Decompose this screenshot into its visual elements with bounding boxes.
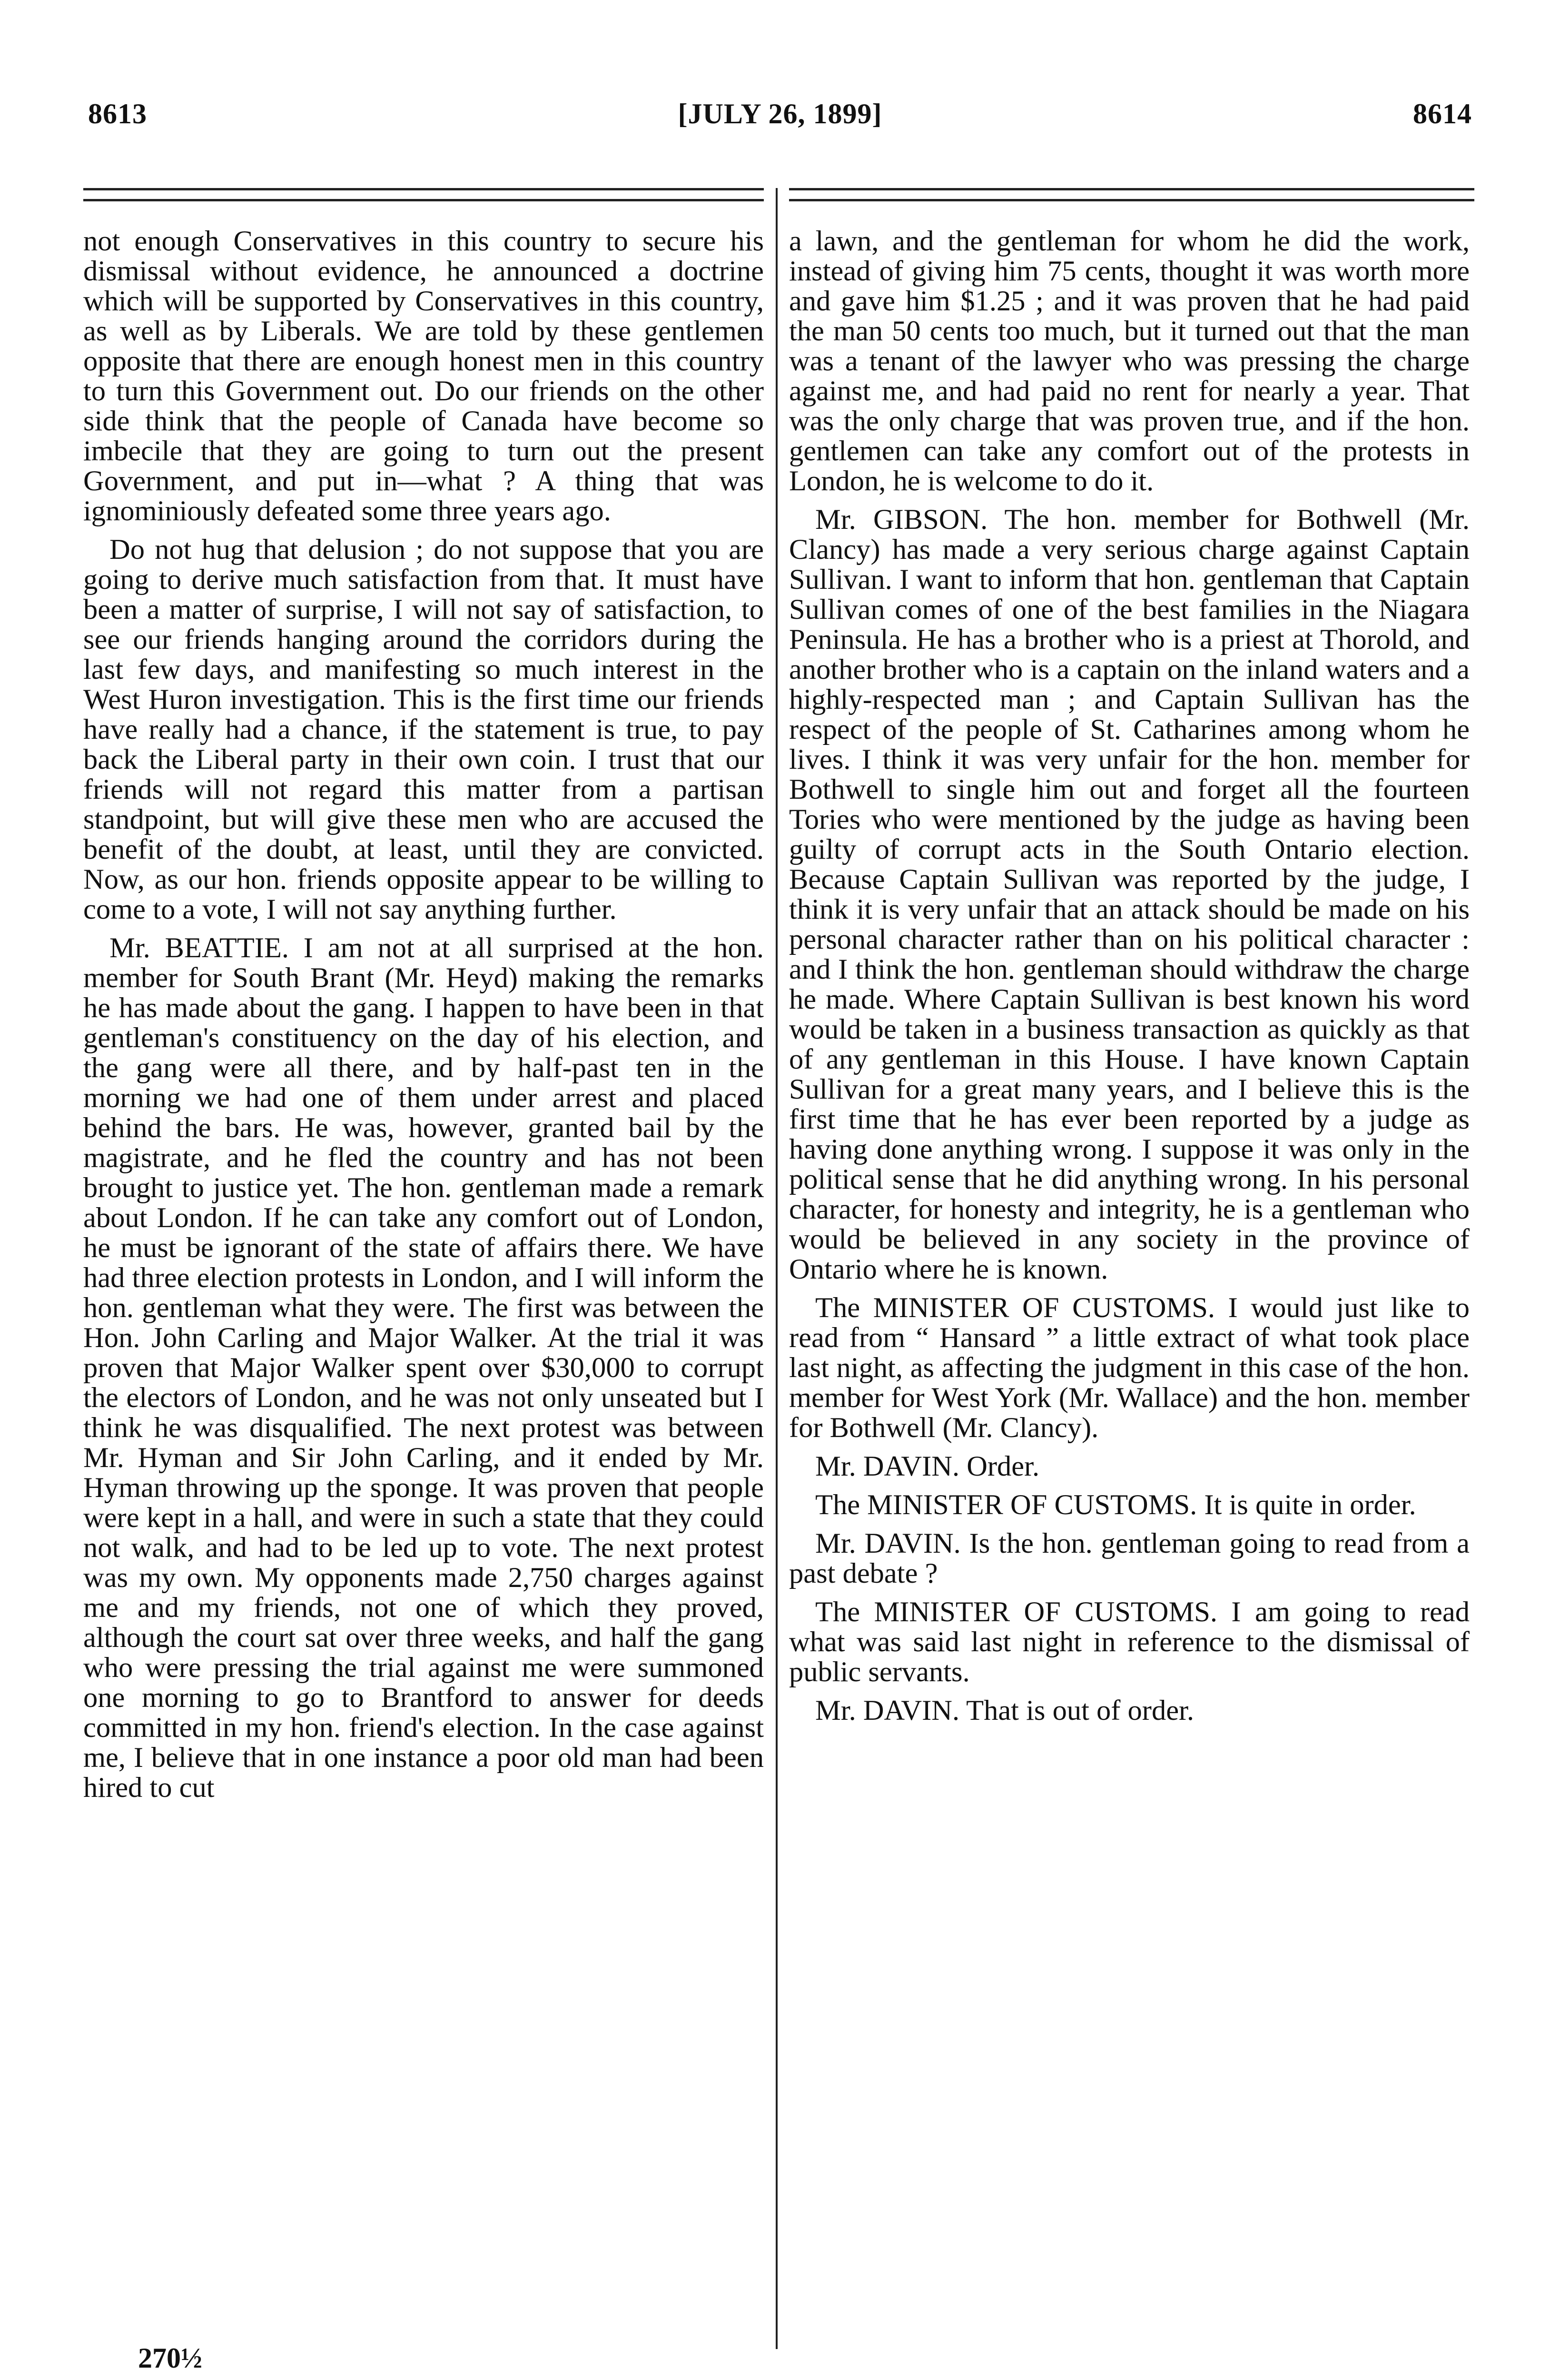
signature-mark: 270½ <box>138 2342 202 2374</box>
header-rule-left-top <box>83 188 764 190</box>
header-rule-right-bottom <box>789 199 1474 201</box>
paragraph: not enough Conservatives in this country to secure his dismissal without evidence, he announced a doctrine which will be supported by Conservatives in this country, as well as by Liberals. We are told by these gentlemen opposite that there are enough honest men in this country to turn this Government out. Do our friends on the other side think that the people of Canada have become so imbecile that they are going to turn out the present Government, and put in—what ? A thing that was ignominiously defeated some three years ago. <box>83 225 764 527</box>
right-column <box>789 226 1470 1734</box>
paragraph-davin: Mr. DAVIN. Is the hon. gentleman going to read from a past debate ? <box>789 1527 1470 1589</box>
page-header <box>81 98 1479 136</box>
paragraph: Do not hug that delusion ; do not suppose that you are going to derive much satisfaction from that. It must have been a matter of surprise, I will not say of satisfaction, to see our friends hanging around the corridors during the last few days, and manifesting so much interest in the West Huron investigation. This is the first time our friends have really had a chance, if the statement is true, to pay back the Liberal party in their own coin. I trust that our friends will not regard this matter from a partisan standpoint, but will give these men who are accused the benefit of the doubt, at least, until they are convicted. Now, as our hon. friends opposite appear to be willing to come to a vote, I will not say anything further. <box>83 534 764 925</box>
page-number-right: 8614 <box>1413 98 1472 129</box>
page-number-left: 8613 <box>88 98 147 129</box>
header-rule-right-top <box>789 188 1474 190</box>
paragraph-minister-customs: The MINISTER OF CUSTOMS. It is quite in order. <box>815 1489 1416 1521</box>
paragraph: a lawn, and the gentleman for whom he did the work, instead of giving him 75 cents, thought it was worth more and gave him $1.25 ; and it was proven that he had paid the man 50 cents too much, but it turned out that the man was a tenant of the lawyer who was pressing the charge against me, and had paid no rent for nearly a year. That was the only charge that was proven true, and if the hon. gentlemen can take any comfort out of the protests in London, he is welcome to do it. <box>789 225 1470 497</box>
paragraph-davin: Mr. DAVIN. That is out of order. <box>815 1695 1194 1726</box>
paragraph-minister-customs: The MINISTER OF CUSTOMS. I am going to read what was said last night in reference to the dismissal of public servants. <box>789 1596 1470 1688</box>
paragraph-davin: Mr. DAVIN. Order. <box>815 1450 1040 1482</box>
column-divider <box>776 188 778 2349</box>
left-column <box>83 226 764 1811</box>
paragraph-minister-customs: The MINISTER OF CUSTOMS. I would just like to read from “ Hansard ” a little extract of what took place last night, as affecting the judgment in this case of the hon. member for West York (Mr. Wallace) and the hon. member for Bothwell (Mr. Clancy). <box>789 1292 1470 1444</box>
paragraph-gibson: Mr. GIBSON. The hon. member for Bothwell (Mr. Clancy) has made a very serious charge against Captain Sullivan. I want to inform that hon. gentleman that Captain Sullivan comes of one of the best families in the Niagara Peninsula. He has a brother who is a priest at Thorold, and another brother who is a captain on the inland waters and a highly-respected man ; and Captain Sullivan has the respect of the people of St. Catharines among whom he lives. I think it was very unfair for the hon. member for Bothwell to single him out and forget all the fourteen Tories who were mentioned by the judge as having been guilty of corrupt acts in the South Ontario election. Because Captain Sullivan was reported by the judge, I think it is very unfair that an attack should be made on his personal character rather than on his political character : and I think the hon. gentleman should withdraw the charge he made. Where Captain Sullivan is best known his word would be taken in a business transaction as quickly as that of any gentleman in this House. I have known Captain Sullivan for a great many years, and I believe this is the first time that he has ever been reported by a judge as having done anything wrong. I suppose it was only in the political sense that he did anything wrong. In his personal character, for honesty and integrity, he is a gentleman who would be believed in any society in the province of Ontario where he is known. <box>789 504 1470 1285</box>
paragraph-beattie: Mr. BEATTIE. I am not at all surprised at the hon. member for South Brant (Mr. Heyd) making the remarks he has made about the gang. I happen to have been in that gentleman's constituency on the day of his election, and the gang were all there, and by half-past ten in the morning we had one of them under arrest and placed behind the bars. He was, however, granted bail by the magistrate, and he fled the country and has not been brought to justice yet. The hon. gentleman made a remark about London. If he can take any comfort out of London, he must be ignorant of the state of affairs there. We have had three election protests in London, and I will inform the hon. gentleman what they were. The first was between the Hon. John Carling and Major Walker. At the trial it was proven that Major Walker spent over $30,000 to corrupt the electors of London, and he was not only unseated but I think he was disqualified. The next protest was between Mr. Hyman and Sir John Carling, and it ended by Mr. Hyman throwing up the sponge. It was proven that people were kept in a hall, and were in such a state that they could not walk, and had to be led up to vote. The next protest was my own. My opponents made 2,750 charges against me and my friends, not one of which they proved, although the court sat over three weeks, and half the gang who were pressing the trial against me were summoned one morning to go to Brantford to answer for deeds committed in my hon. friend's election. In the case against me, I believe that in one instance a poor old man had been hired to cut <box>83 932 764 1804</box>
header-rule-left-bottom <box>83 199 764 201</box>
page-date: [JULY 26, 1899] <box>678 98 882 129</box>
